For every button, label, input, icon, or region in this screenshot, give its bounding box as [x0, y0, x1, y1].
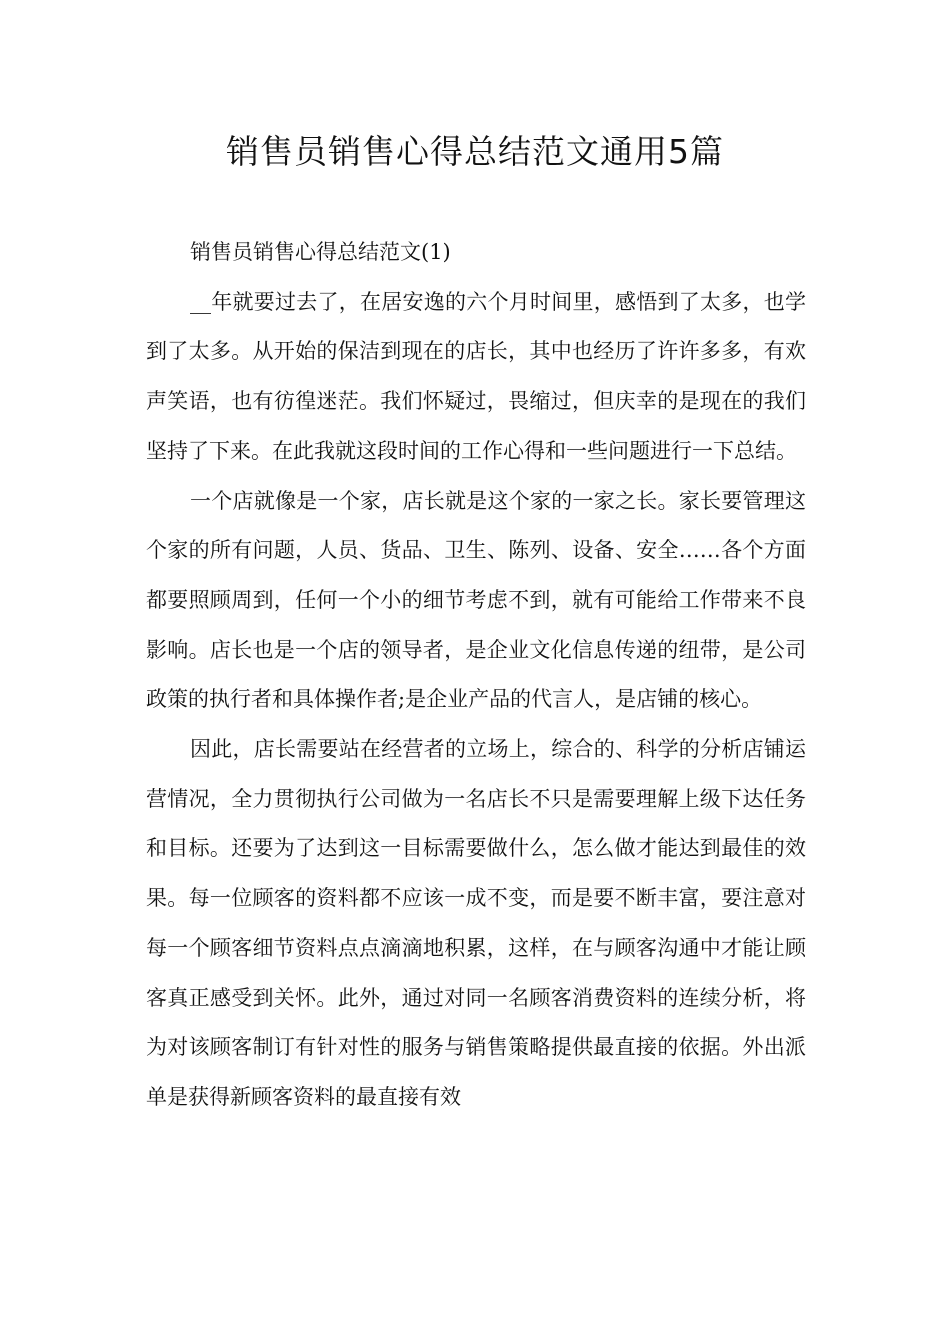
body-paragraph: 一个店就像是一个家，店长就是这个家的一家之长。家长要管理这个家的所有问题，人员、货品、卫生、陈列、设备、安全……各个方面都要照顾周到，任何一个小的细节考虑不到，就有可能给工作带来不良影响。店长也是一个店的领导者，是企业文化信息传递的纽带，是公司政策的执行者和具体操作者;是企业产品的代言人，是店铺的核心。	[146, 488, 806, 712]
body-paragraph: 因此，店长需要站在经营者的立场上，综合的、科学的分析店铺运营情况，全力贯彻执行公司做为一名店长不只是需要理解上级下达任务和目标。还要为了达到这一目标需要做什么，怎么做才能达到最佳的效果。每一位顾客的资料都不应该一成不变，而是要不断丰富，要注意对每一个顾客细节资料点点滴滴地积累，这样，在与顾客沟通中才能让顾客真正感受到关怀。此外，通过对同一名顾客消费资料的连续分析，将为对该顾客制订有针对性的服务与销售策略提供最直接的依据。外出派单是获得新顾客资料的最直接有效	[146, 737, 806, 1109]
body-paragraph: __年就要过去了，在居安逸的六个月时间里，感悟到了太多，也学到了太多。从开始的保洁到现在的店长，其中也经历了许许多多，有欢声笑语，也有彷徨迷茫。我们怀疑过，畏缩过，但庆幸的是现在的我们坚持了下来。在此我就这段时间的工作心得和一些问题进行一下总结。	[146, 289, 806, 463]
document-body	[146, 228, 806, 1123]
section-heading: 销售员销售心得总结范文(1)	[190, 240, 451, 264]
document-title: 销售员销售心得总结范文通用5篇	[226, 132, 724, 171]
